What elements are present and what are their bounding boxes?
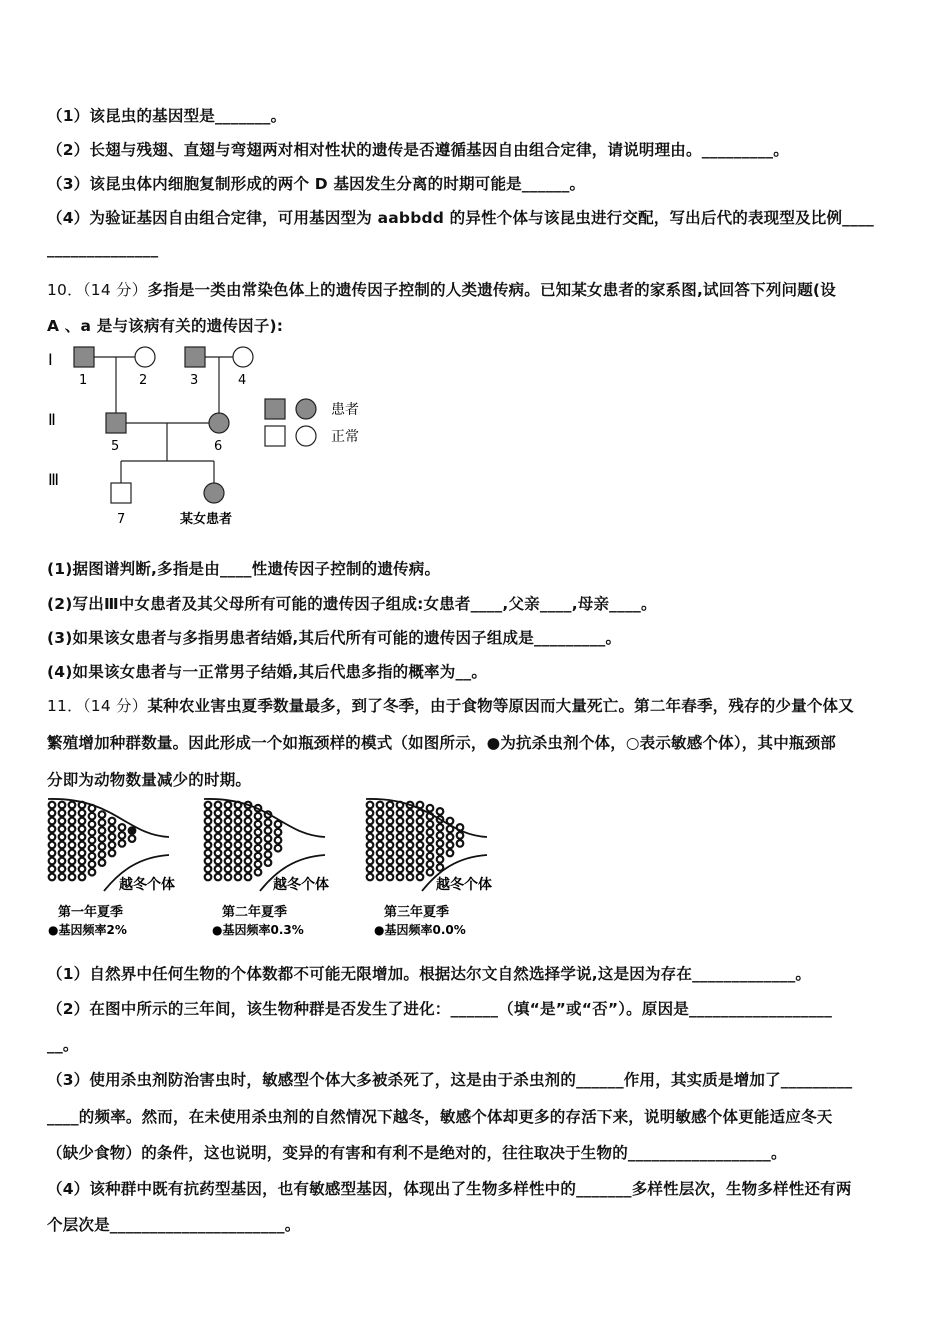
insect-dot [437, 840, 444, 847]
legend-normal-female [296, 426, 316, 446]
insect-dot [245, 810, 252, 817]
insect-dot [255, 869, 262, 876]
insect-dot [245, 818, 252, 825]
q10-intro-1 [47, 278, 836, 300]
label-2: 2 [139, 373, 148, 388]
insect-dot [215, 802, 222, 809]
insect-dot [255, 829, 262, 836]
label-7: 7 [117, 512, 126, 527]
insect-dot [69, 826, 76, 833]
insect-dot [215, 850, 222, 857]
insect-dot [417, 818, 424, 825]
insect-dot [255, 837, 262, 844]
bottleneck-diagram [44, 795, 524, 945]
insect-dot [437, 864, 444, 871]
insect-dot [79, 826, 86, 833]
label-5: 5 [111, 439, 120, 454]
insect-dot [225, 826, 232, 833]
insect-dot [109, 834, 116, 841]
insect-dot [109, 818, 116, 825]
legend-normal-male [265, 426, 285, 446]
insect-dot [235, 842, 242, 849]
panel-year-1 [48, 799, 175, 937]
insect-dot [377, 810, 384, 817]
insect-dot [215, 842, 222, 849]
insect-dot [225, 834, 232, 841]
insect-dot [407, 826, 414, 833]
insect-dot [245, 850, 252, 857]
individual-2-normal-female [135, 347, 155, 367]
insect-dot [397, 834, 404, 841]
insect-dot [417, 842, 424, 849]
insect-dot [387, 842, 394, 849]
insect-dot [437, 824, 444, 831]
insect-dot [377, 818, 384, 825]
insect-dot [79, 818, 86, 825]
insect-dot [387, 826, 394, 833]
legend-affected-female [296, 399, 316, 419]
insect-dot [397, 826, 404, 833]
q10-question-2: (2)写出Ⅲ中女患者及其父母所有可能的遗传因子组成:女患者____,父亲____,母亲____。 [47, 595, 657, 613]
insect-dot [367, 874, 374, 881]
q11-question-3-cont-1: ____的频率。然而，在未使用杀虫剂的自然情况下越冬，敏感个体却更多的存活下来，说明敏感个体更能适应冬天 [47, 1108, 833, 1126]
insect-dot [59, 810, 66, 817]
insect-dot [109, 842, 116, 849]
panel-3-overwinter-label: 越冬个体 [436, 877, 492, 893]
insect-dot [275, 829, 282, 836]
insect-dot [245, 826, 252, 833]
panel-year-3 [366, 799, 492, 937]
legend-normal-label: 正常 [331, 429, 359, 445]
insect-dot [397, 818, 404, 825]
insect-dot [235, 850, 242, 857]
insect-dot [367, 834, 374, 841]
q9-line-3: （3）该昆虫体内细胞复制形成的两个 D 基因发生分离的时期可能是______。 [47, 175, 586, 193]
insect-dot [377, 866, 384, 873]
insect-dot [397, 810, 404, 817]
insect-dot [215, 866, 222, 873]
panel-2-overwinter-label: 越冬个体 [273, 877, 329, 893]
individual-7-normal-male [111, 483, 131, 503]
insect-dot [255, 853, 262, 860]
q11-question-2: （2）在图中所示的三年间，该生物种群是否发生了进化：______（填“是”或“否”）。原因是__________________ [47, 1000, 833, 1018]
insect-dot [99, 851, 106, 858]
insect-dot [79, 874, 86, 881]
q11-number: 11．（14 分） [47, 697, 148, 715]
insect-dot [79, 858, 86, 865]
insect-dot [99, 859, 106, 866]
individual-5-affected-male [106, 413, 126, 433]
insect-dot [437, 856, 444, 863]
insect-dot [377, 834, 384, 841]
panel-3-season: 第三年夏季 [384, 905, 450, 920]
panel-3-frequency: ●基因频率0.0% [374, 923, 466, 937]
insect-dot [367, 842, 374, 849]
insect-dot [205, 834, 212, 841]
insect-dot [129, 827, 136, 834]
insect-dot [205, 842, 212, 849]
insect-dot [387, 866, 394, 873]
insect-dot [427, 821, 434, 828]
insect-dot [49, 810, 56, 817]
q11-question-3-cont-2: （缺少食物）的条件，这也说明，变异的有害和有利不是绝对的，往往取决于生物的__________________。 [47, 1144, 787, 1162]
insect-dot [49, 826, 56, 833]
insect-dot [49, 834, 56, 841]
q10-question-3: (3)如果该女患者与多指男患者结婚,其后代所有可能的遗传因子组成是_________。 [47, 629, 622, 647]
insect-dot [255, 845, 262, 852]
insect-dot [59, 850, 66, 857]
insect-dot [49, 802, 56, 809]
insect-dot [427, 869, 434, 876]
insect-dot [427, 853, 434, 860]
insect-dot [225, 842, 232, 849]
insect-dot [255, 821, 262, 828]
insect-dot [205, 858, 212, 865]
insect-dot [59, 826, 66, 833]
individual-3-affected-male [185, 347, 205, 367]
insect-dot [245, 858, 252, 865]
insect-dot [245, 842, 252, 849]
insect-dot [407, 850, 414, 857]
insect-dot [119, 832, 126, 839]
insect-dot [387, 810, 394, 817]
insect-dot [447, 834, 454, 841]
insect-dot [397, 866, 404, 873]
individual-1-affected-male [74, 347, 94, 367]
insect-dot [225, 802, 232, 809]
q10-intro-2: A 、a 是与该病有关的遗传因子): [47, 317, 284, 335]
insect-dot [119, 824, 126, 831]
insect-dot [79, 834, 86, 841]
insect-dot [99, 811, 106, 818]
insect-dot [397, 850, 404, 857]
insect-dot [89, 829, 96, 836]
insect-dot [235, 826, 242, 833]
insect-dot [49, 858, 56, 865]
insect-dot [235, 810, 242, 817]
insect-dot [387, 834, 394, 841]
insect-dot [69, 866, 76, 873]
insect-dot [255, 861, 262, 868]
individual-6-affected-female [209, 413, 229, 433]
insect-dot [59, 842, 66, 849]
insect-dot [417, 874, 424, 881]
insect-dot [427, 845, 434, 852]
insect-dot [205, 826, 212, 833]
insect-dot [457, 840, 464, 847]
insect-dot [129, 835, 136, 842]
q10-question-4: (4)如果该女患者与一正常男子结婚,其后代患多指的概率为__。 [47, 663, 488, 681]
generation-label-3: Ⅲ [48, 470, 60, 489]
insect-dot [245, 866, 252, 873]
insect-dot [215, 818, 222, 825]
insect-dot [367, 858, 374, 865]
insect-dot [275, 845, 282, 852]
q11-intro-text: 某种农业害虫夏季数量最多，到了冬季，由于食物等原因而大量死亡。第二年春季，残存的少量个体又 [147, 697, 854, 715]
insect-dot [205, 810, 212, 817]
insect-dot [377, 802, 384, 809]
legend-affected-label: 患者 [331, 402, 359, 418]
insect-dot [205, 850, 212, 857]
insect-dot [59, 858, 66, 865]
insect-dot [49, 874, 56, 881]
q11-intro-1 [47, 694, 854, 716]
insect-dot [417, 866, 424, 873]
insect-dot [79, 810, 86, 817]
q11-question-4: （4）该种群中既有抗药型基因，也有敏感型基因，体现出了生物多样性中的_______多样性层次，生物多样性还有两 [47, 1180, 852, 1198]
insect-dot [99, 835, 106, 842]
insect-dot [69, 834, 76, 841]
insect-dot [49, 818, 56, 825]
insect-dot [235, 834, 242, 841]
q10-question-1: (1)据图谱判断,多指是由____性遗传因子控制的遗传病。 [47, 560, 441, 578]
insect-dot [417, 826, 424, 833]
q9-line-2: （2）长翅与残翅、直翅与弯翅两对相对性状的遗传是否遵循基因自由组合定律，请说明理由。_________。 [47, 141, 789, 159]
insect-dot [215, 810, 222, 817]
insect-dot [69, 818, 76, 825]
insect-dot [255, 813, 262, 820]
insect-dot [69, 842, 76, 849]
insect-dot [265, 843, 272, 850]
insect-dot [407, 858, 414, 865]
insect-dot [265, 827, 272, 834]
insect-dot [265, 851, 272, 858]
insect-dot [59, 866, 66, 873]
insect-dot [225, 866, 232, 873]
insect-dot [367, 810, 374, 817]
insect-dot [447, 850, 454, 857]
insect-dot [59, 874, 66, 881]
insect-dot [225, 818, 232, 825]
insect-dot [245, 834, 252, 841]
insect-dot [99, 843, 106, 850]
insect-dot [377, 850, 384, 857]
insect-dot [387, 874, 394, 881]
panel-1-frequency: ●基因频率2% [48, 923, 127, 937]
proband-label: 某女患者 [180, 512, 233, 527]
label-1: 1 [79, 373, 88, 388]
insect-dot [215, 858, 222, 865]
label-3: 3 [190, 373, 199, 388]
insect-dot [265, 859, 272, 866]
insect-dot [437, 808, 444, 815]
insect-dot [109, 850, 116, 857]
panel-year-2 [204, 799, 329, 937]
insect-dot [49, 842, 56, 849]
insect-dot [397, 842, 404, 849]
panel-2-season: 第二年夏季 [222, 905, 288, 920]
insect-dot [407, 842, 414, 849]
insect-dot [215, 834, 222, 841]
insect-dot [205, 866, 212, 873]
insect-dot [89, 821, 96, 828]
insect-dot [367, 866, 374, 873]
insect-dot [417, 858, 424, 865]
insect-dot [59, 818, 66, 825]
insect-dot [387, 818, 394, 825]
insect-dot [69, 810, 76, 817]
insect-dot [89, 869, 96, 876]
insect-dot [79, 866, 86, 873]
insect-dot [367, 850, 374, 857]
insect-dot [69, 874, 76, 881]
insect-dot [407, 834, 414, 841]
insect-dot [235, 818, 242, 825]
insect-dot [225, 850, 232, 857]
insect-dot [397, 874, 404, 881]
insect-dot [225, 810, 232, 817]
insect-dot [377, 874, 384, 881]
insect-dot [417, 834, 424, 841]
insect-dot [69, 858, 76, 865]
q11-question-3: （3）使用杀虫剂防治害虫时，敏感型个体大多被杀死了，这是由于杀虫剂的______作用，其实质是增加了_________ [47, 1071, 853, 1089]
q11-question-2-cont: __。 [47, 1036, 79, 1054]
insect-dot [205, 802, 212, 809]
insect-dot [89, 861, 96, 868]
insect-dot [59, 834, 66, 841]
insect-dot [245, 874, 252, 881]
insect-dot [59, 802, 66, 809]
insect-dot [407, 818, 414, 825]
insect-dot [377, 842, 384, 849]
insect-dot [99, 827, 106, 834]
insect-dot [367, 802, 374, 809]
insect-dot [265, 819, 272, 826]
q11-question-1: （1）自然界中任何生物的个体数都不可能无限增加。根据达尔文自然选择学说,这是因为存在_____________。 [47, 965, 812, 983]
label-4: 4 [238, 373, 247, 388]
insect-dot [49, 866, 56, 873]
insect-dot [89, 813, 96, 820]
pedigree-diagram [44, 343, 384, 533]
q9-line-1: （1）该昆虫的基因型是_______。 [47, 107, 287, 125]
insect-dot [69, 850, 76, 857]
insect-dot [397, 858, 404, 865]
insect-dot [265, 835, 272, 842]
insect-dot [99, 819, 106, 826]
panel-1-season: 第一年夏季 [58, 905, 124, 920]
insect-dot [407, 866, 414, 873]
insect-dot [49, 850, 56, 857]
insect-dot [235, 858, 242, 865]
insect-dot [89, 837, 96, 844]
insect-dot [205, 874, 212, 881]
panel-1-overwinter-label: 越冬个体 [119, 877, 175, 893]
insect-dot [367, 818, 374, 825]
insect-dot [215, 826, 222, 833]
insect-dot [407, 874, 414, 881]
insect-dot [367, 826, 374, 833]
insect-dot [387, 802, 394, 809]
insect-dot [427, 805, 434, 812]
insect-dot [387, 850, 394, 857]
insect-dot [205, 818, 212, 825]
insect-dot [427, 829, 434, 836]
insect-dot [225, 858, 232, 865]
q10-number: 10．（14 分） [47, 281, 148, 299]
insect-dot [109, 826, 116, 833]
insect-dot [407, 810, 414, 817]
proband-affected-female [204, 483, 224, 503]
insect-dot [437, 848, 444, 855]
insect-dot [427, 861, 434, 868]
q11-question-4-cont: 个层次是______________________。 [47, 1216, 301, 1234]
generation-label-2: Ⅱ [48, 410, 56, 429]
q11-intro-3: 分即为动物数量减少的时期。 [47, 771, 252, 789]
insect-dot [79, 850, 86, 857]
insect-dot [457, 832, 464, 839]
insect-dot [417, 850, 424, 857]
insect-dot [89, 853, 96, 860]
panel-2-frequency: ●基因频率0.3% [212, 923, 304, 937]
insect-dot [275, 837, 282, 844]
insect-dot [89, 845, 96, 852]
label-6: 6 [214, 439, 223, 454]
q11-intro-2: 繁殖增加种群数量。因此形成一个如瓶颈样的模式（如图所示，●为抗杀虫剂个体，○表示敏感个体），其中瓶颈部 [47, 734, 837, 752]
insect-dot [377, 826, 384, 833]
legend-affected-male [265, 399, 285, 419]
insect-dot [235, 866, 242, 873]
q10-intro-text: 多指是一类由常染色体上的遗传因子控制的人类遗传病。已知某女患者的家系图,试回答下列问题(设 [147, 281, 836, 299]
insect-dot [427, 837, 434, 844]
generation-label-1: Ⅰ [48, 350, 53, 369]
q9-line-4: （4）为验证基因自由组合定律，可用基因型为 aabbdd 的异性个体与该昆虫进行交配，写出后代的表现型及比例____ [47, 209, 874, 227]
insect-dot [119, 840, 126, 847]
insect-dot [225, 874, 232, 881]
insect-dot [377, 858, 384, 865]
insect-dot [447, 842, 454, 849]
insect-dot [437, 832, 444, 839]
insect-dot [235, 874, 242, 881]
insect-dot [69, 802, 76, 809]
insect-dot [215, 874, 222, 881]
insect-dot [79, 842, 86, 849]
insect-dot [387, 858, 394, 865]
individual-4-normal-female [233, 347, 253, 367]
insect-dot [275, 821, 282, 828]
q9-line-5: ______________ [47, 240, 159, 258]
